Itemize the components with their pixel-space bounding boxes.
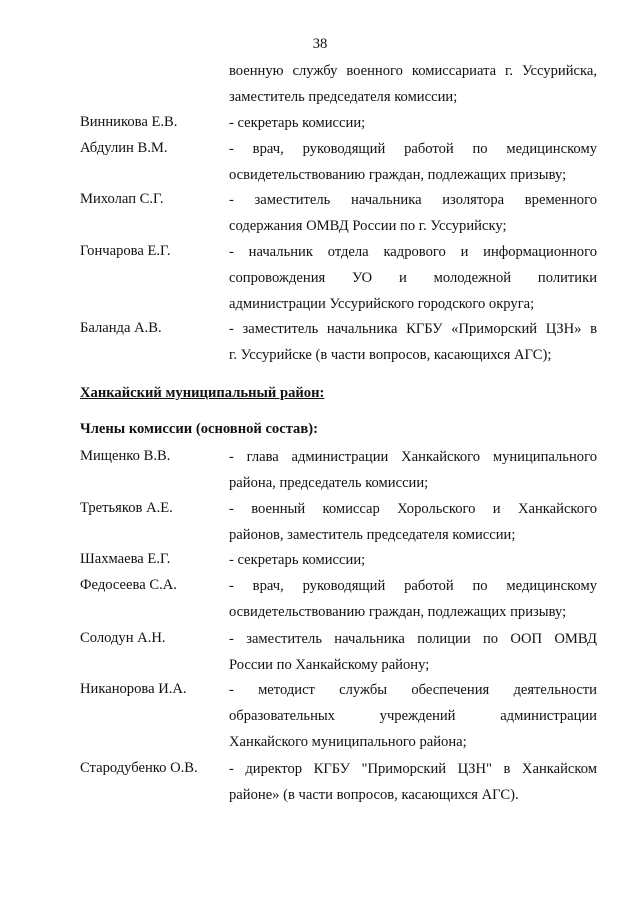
member-role: - заместитель начальника КГБУ «Приморский ЦЗН» в [229, 321, 597, 337]
member-role: Ханкайского муниципального района; [229, 734, 467, 750]
member-name: Абдулин В.М. [80, 140, 168, 156]
member-role: освидетельствованию граждан, подлежащих призыву; [229, 167, 567, 183]
member-role: образовательных учреждений администрации [229, 708, 597, 724]
member-role: - секретарь комиссии; [229, 115, 366, 131]
page-number: 38 [312, 36, 328, 52]
section-title: Ханкайский муниципальный район: [80, 385, 325, 401]
member-role: - секретарь комиссии; [229, 552, 366, 568]
member-role: г. Уссурийске (в части вопросов, касающихся АГС); [229, 347, 552, 363]
member-role: - директор КГБУ "Приморский ЦЗН" в Ханкайском [229, 761, 597, 777]
member-role: районов, заместитель председателя комиссии; [229, 527, 516, 543]
member-name: Баланда А.В. [80, 320, 162, 336]
member-role: - врач, руководящий работой по медицинскому [229, 578, 597, 594]
member-name: Третьяков А.Е. [80, 500, 173, 516]
member-role: администрации Уссурийского городского округа; [229, 296, 535, 312]
subsection-title: Члены комиссии (основной состав): [80, 421, 318, 437]
member-name: Федосеева С.А. [80, 577, 177, 593]
member-role: - заместитель начальника изолятора временного [229, 192, 597, 208]
member-role: района, председатель комиссии; [229, 475, 429, 491]
member-name: Винникова Е.В. [80, 114, 178, 130]
member-role: районе» (в части вопросов, касающихся АГС). [229, 787, 519, 803]
continuation-line: заместитель председателя комиссии; [229, 89, 458, 105]
member-name: Никанорова И.А. [80, 681, 187, 697]
member-name: Солодун А.Н. [80, 630, 166, 646]
member-name: Стародубенко О.В. [80, 760, 198, 776]
member-role: - врач, руководящий работой по медицинскому [229, 141, 597, 157]
member-name: Михолап С.Г. [80, 191, 164, 207]
member-role: России по Ханкайскому району; [229, 657, 430, 673]
member-role: освидетельствованию граждан, подлежащих призыву; [229, 604, 567, 620]
member-name: Шахмаева Е.Г. [80, 551, 171, 567]
member-role: - военный комиссар Хорольского и Ханкайского [229, 501, 597, 517]
member-name: Мищенко В.В. [80, 448, 171, 464]
continuation-line: военную службу военного комиссариата г. Уссурийска, [229, 63, 597, 79]
member-role: - заместитель начальника полиции по ООП ОМВД [229, 631, 597, 647]
member-role: - методист службы обеспечения деятельности [229, 682, 597, 698]
member-role: сопровождения УО и молодежной политики [229, 270, 597, 286]
member-role: - глава администрации Ханкайского муниципального [229, 449, 597, 465]
member-name: Гончарова Е.Г. [80, 243, 171, 259]
member-role: - начальник отдела кадрового и информационного [229, 244, 597, 260]
member-role: содержания ОМВД России по г. Уссурийску; [229, 218, 507, 234]
